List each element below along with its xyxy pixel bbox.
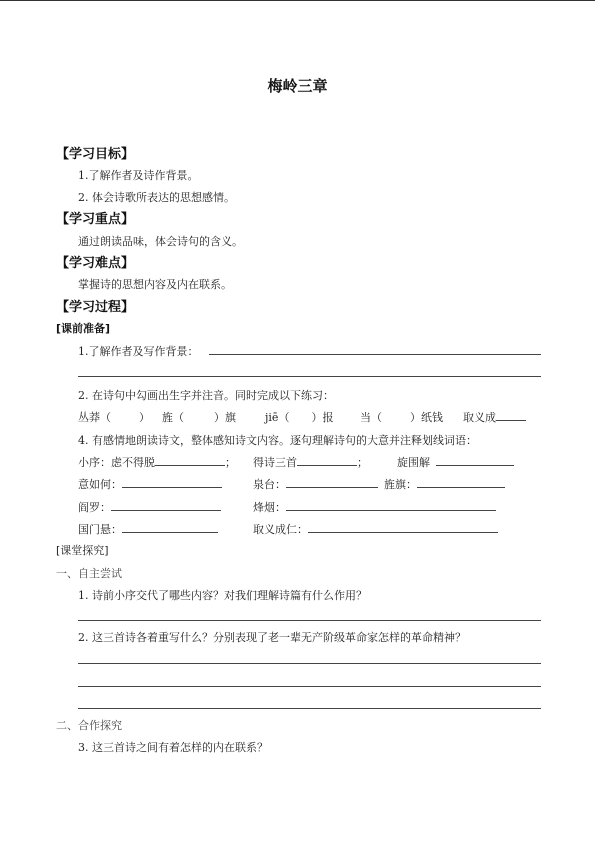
answer-line-background[interactable] — [209, 354, 541, 355]
phonetic-4-close: ）纸钱 — [410, 411, 443, 424]
vocab-quyi — [253, 521, 498, 537]
vocab-qiwei-blank[interactable] — [436, 455, 514, 466]
vocab-guomen-label: 国门悬： — [78, 523, 122, 536]
vocab-quyi-blank[interactable] — [308, 522, 498, 533]
vocab-sep-2: ； — [357, 456, 368, 469]
vocab-guomen — [78, 521, 218, 537]
phonetic-2 — [162, 409, 236, 425]
part-1-label: 一、自主尝试 — [56, 567, 122, 580]
answer-line-q2-2[interactable] — [78, 686, 541, 687]
vocab-qiwei — [397, 454, 514, 470]
vocab-jingqi — [384, 476, 505, 492]
vocab-guomen-blank[interactable] — [122, 522, 218, 533]
vocab-xiaoxu-label: 小序：虑不得脱 — [78, 456, 155, 469]
goal-item-2: 2. 体会诗歌所表达的思想感情。 — [78, 191, 235, 204]
phonetic-3 — [265, 409, 333, 425]
keypoints-heading: 【学习重点】 — [56, 212, 135, 227]
phonetic-3-close: ）报 — [311, 411, 334, 424]
answer-line-q1[interactable] — [78, 620, 541, 621]
question-1: 1. 诗前小序交代了哪些内容？对我们理解诗篇有什么作用？ — [78, 589, 367, 602]
goal-item-1: 1.了解作者及诗作背景。 — [78, 169, 199, 182]
prep-label: [课前准备] — [56, 322, 111, 335]
phonetic-2-close: ）旗 — [214, 411, 236, 424]
prep-item-4: 4. 有感情地朗读诗文，整体感知诗文内容。逐句理解诗句的大意并注释划线词语： — [78, 434, 477, 447]
vocab-dechuan — [253, 454, 368, 470]
goals-heading: 【学习目标】 — [56, 147, 135, 162]
class-label: [课堂探究] — [56, 544, 109, 557]
vocab-quyi-label: 取义成仁： — [253, 523, 308, 536]
phonetic-1-label: 丛莽（ — [78, 411, 111, 424]
difficulties-text: 掌握诗的思想内容及内在联系。 — [78, 278, 232, 291]
answer-line-q2-1[interactable] — [78, 663, 541, 664]
phonetic-1 — [78, 409, 150, 425]
vocab-xiaoxu — [78, 454, 236, 470]
vocab-fengyan-label: 烽烟： — [253, 501, 286, 514]
vocab-quantai-label: 泉台： — [253, 478, 286, 491]
question-2: 2. 这三首诗各着重写什么？分别表现了老一辈无产阶级革命家怎样的革命精神？ — [78, 631, 466, 644]
vocab-jingqi-label: 旌旗： — [384, 478, 417, 491]
phonetic-3-label: jiē（ — [265, 411, 290, 424]
page-title: 梅岭三章 — [267, 77, 328, 95]
vocab-yiru-label: 意如何： — [78, 478, 122, 491]
phonetic-2-label: 旌（ — [162, 411, 184, 424]
top-border — [0, 0, 595, 1]
phonetic-1-close: ） — [139, 411, 150, 424]
difficulties-heading: 【学习难点】 — [56, 256, 135, 271]
phonetic-4 — [360, 409, 443, 425]
phonetic-5-blank[interactable] — [496, 410, 526, 421]
keypoints-text: 通过朗读品味，体会诗句的含义。 — [78, 235, 243, 248]
vocab-quantai — [253, 476, 378, 492]
vocab-yanluo-label: 阎罗： — [78, 501, 111, 514]
vocab-yanluo — [78, 499, 221, 515]
vocab-xiaoxu-blank[interactable] — [155, 455, 225, 466]
vocab-sep-1: ； — [225, 456, 236, 469]
phonetic-5 — [463, 409, 526, 425]
phonetic-5-label: 取义成 — [463, 411, 496, 424]
vocab-fengyan — [253, 499, 496, 515]
vocab-qiwei-label: 旋围解 — [397, 456, 430, 469]
answer-line-background-2[interactable] — [78, 376, 541, 377]
vocab-jingqi-blank[interactable] — [417, 477, 505, 488]
vocab-yiru — [78, 476, 222, 492]
prep-item-2: 2. 在诗句中勾画出生字并注音。同时完成以下练习： — [78, 389, 334, 402]
vocab-quantai-blank[interactable] — [286, 477, 378, 488]
process-heading: 【学习过程】 — [56, 300, 135, 315]
vocab-yanluo-blank[interactable] — [111, 500, 221, 511]
vocab-fengyan-blank[interactable] — [286, 500, 496, 511]
question-3: 3. 这三首诗之间有着怎样的内在联系？ — [78, 741, 268, 754]
phonetic-4-label: 当（ — [360, 411, 382, 424]
answer-line-q2-3[interactable] — [78, 708, 541, 709]
vocab-dechuan-blank[interactable] — [297, 455, 357, 466]
vocab-dechuan-label: 得诗三首 — [253, 456, 297, 469]
prep-item-1: 1.了解作者及写作背景： — [78, 345, 199, 358]
part-2-label: 二、合作探究 — [56, 719, 122, 732]
vocab-yiru-blank[interactable] — [122, 477, 222, 488]
